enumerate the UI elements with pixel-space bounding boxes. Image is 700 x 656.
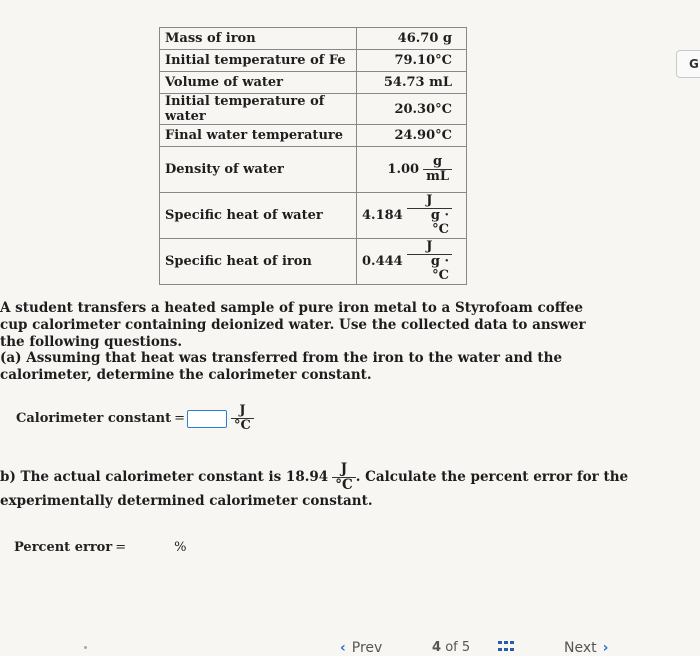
row-value: 79.10°C [357, 50, 467, 72]
part-b-text-before: b) The actual calorimeter constant is 18.94 [0, 468, 329, 485]
row-value [357, 193, 467, 239]
table-row [160, 125, 467, 147]
table-row [160, 28, 467, 50]
part-a-question: (a) Assuming that heat was transferred from the iron to the water and the calorimeter, determine the calorimeter constant. [0, 350, 563, 383]
table-row-specific-heat-iron [160, 239, 467, 285]
calorimeter-constant-label: Calorimeter constant [16, 411, 172, 427]
page-of: of 5 [445, 640, 471, 655]
part-b-question [0, 462, 650, 510]
data-table [159, 27, 467, 285]
table-row-density [160, 147, 467, 193]
row-value: 54.73 mL [357, 72, 467, 94]
side-panel-button[interactable]: G [676, 50, 700, 78]
grid-icon[interactable] [498, 641, 514, 653]
percent-error-label: Percent error [14, 539, 113, 555]
specific-heat-water-value: 4.184 [362, 207, 403, 223]
row-value: 20.30°C [357, 94, 467, 125]
percent-unit: % [174, 539, 187, 555]
row-label: Initial temperature of water [160, 94, 357, 125]
footer-nav [0, 636, 700, 654]
decorative-dot [84, 646, 87, 649]
density-unit [423, 155, 452, 185]
page-indicator [432, 640, 470, 655]
unit-denominator: °C [231, 418, 254, 433]
unit-denominator: g · °C [407, 208, 452, 238]
row-label: Final water temperature [160, 125, 357, 147]
part-b-text-after: . Calculate the percent error for the experimentally determined calorimeter constant. [0, 468, 629, 509]
actual-constant-unit [332, 462, 356, 493]
table-row-specific-heat-water [160, 193, 467, 239]
unit-numerator: J [340, 461, 348, 477]
table-row [160, 94, 467, 125]
percent-error-row [14, 538, 186, 556]
equals-sign: = [115, 539, 127, 555]
density-value: 1.00 [387, 162, 420, 177]
unit-numerator: J [239, 403, 246, 418]
unit-numerator: J [426, 238, 433, 254]
row-label: Specific heat of iron [160, 239, 357, 285]
row-value [357, 147, 467, 193]
problem-intro: A student transfers a heated sample of pure iron metal to a Styrofoam coffee cup calorimeter containing deionized water. Use the collected data to answer the following questions. [0, 300, 586, 350]
table-row [160, 72, 467, 94]
chevron-right-icon: › [602, 640, 609, 656]
row-label: Density of water [160, 147, 357, 193]
row-value: 46.70 g [357, 28, 467, 50]
specific-heat-iron-unit [407, 240, 452, 284]
specific-heat-water-unit [407, 194, 452, 238]
row-label: Volume of water [160, 72, 357, 94]
row-value: 24.90°C [357, 125, 467, 147]
percent-error-input[interactable] [128, 538, 172, 556]
prev-label: Prev [351, 640, 383, 656]
row-label: Specific heat of water [160, 193, 357, 239]
unit-denominator: g · °C [407, 254, 452, 284]
unit-numerator: J [426, 192, 433, 208]
next-label: Next [564, 640, 597, 656]
page-current: 4 [432, 640, 442, 655]
chevron-left-icon: ‹ [340, 640, 346, 656]
calorimeter-constant-row [16, 404, 254, 434]
calorimeter-constant-input[interactable] [187, 410, 227, 428]
specific-heat-iron-value: 0.444 [362, 253, 403, 269]
row-value [357, 239, 467, 285]
row-label: Mass of iron [160, 28, 357, 50]
unit-denominator: mL [423, 169, 452, 184]
table-row [160, 50, 467, 72]
equals-sign: = [174, 411, 185, 427]
unit-numerator: g [433, 153, 443, 169]
unit-denominator: °C [332, 477, 356, 493]
calorimeter-constant-unit [231, 404, 254, 434]
row-label: Initial temperature of Fe [160, 50, 357, 72]
